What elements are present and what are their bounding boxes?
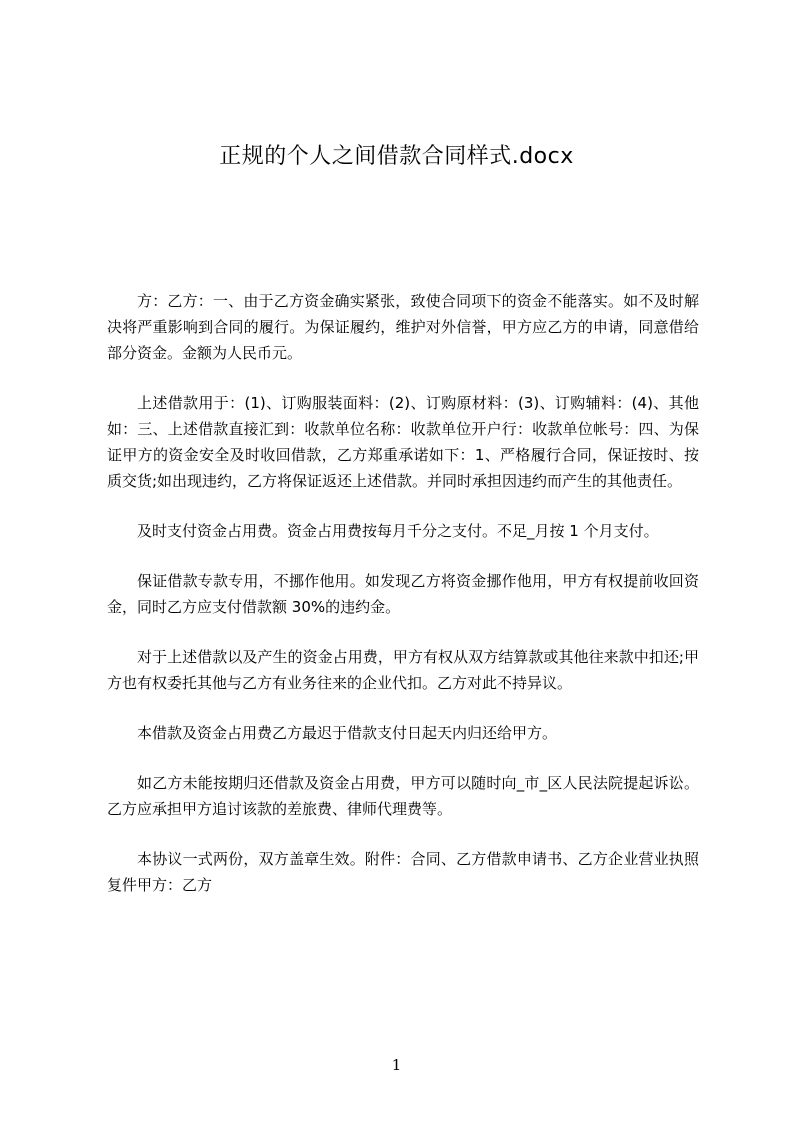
paragraph-8: 本协议一式两份，双方盖章生效。附件：合同、乙方借款申请书、乙方企业营业执照复件甲方：乙方 [107,850,699,894]
document-title: 正规的个人之间借款合同样式.docx [219,144,574,169]
paragraph-5: 对于上述借款以及产生的资金占用费，甲方有权从双方结算款或其他往来款中扣还;甲方也有权委托其他与乙方有业务往来的企业代扣。乙方对此不持异议。 [107,648,699,692]
paragraph-2: 上述借款用于：(1)、订购服装面料：(2)、订购原材料：(3)、订购辅料：(4)、其他如：三、上述借款直接汇到：收款单位名称：收款单位开户行：收款单位帐号：四、为保证甲方的资金安全及时收回借款，乙方郑重承诺如下：1、严格履行合同，保证按时、按质交货;如出现违约，乙方将保证返还上述借款。并同时承担因违约而产生的其他责任。 [107,394,699,490]
paragraph-7: 如乙方未能按期归还借款及资金占用费，甲方可以随时向_市_区人民法院提起诉讼。乙方应承担甲方追讨该款的差旅费、律师代理费等。 [107,774,699,818]
paragraph-6: 本借款及资金占用费乙方最迟于借款支付日起天内归还给甲方。 [137,724,558,742]
paragraph-1: 方：乙方：一、由于乙方资金确实紧张，致使合同项下的资金不能落实。如不及时解决将严重影响到合同的履行。为保证履约，维护对外信誉，甲方应乙方的申请，同意借给部分资金。金额为人民币元。 [107,292,699,362]
paragraph-3: 及时支付资金占用费。资金占用费按每月千分之支付。不足_月按 1 个月支付。 [137,522,659,540]
paragraph-4: 保证借款专款专用，不挪作他用。如发现乙方将资金挪作他用，甲方有权提前收回资金，同时乙方应支付借款额 30%的违约金。 [107,572,699,616]
page-number: 1 [391,1056,402,1074]
document-body [107,288,699,922]
